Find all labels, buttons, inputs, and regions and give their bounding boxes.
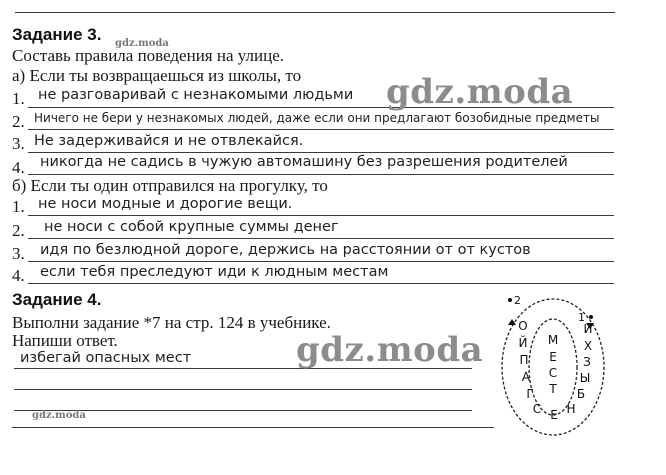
b-item-2-number: 2. [12,221,25,240]
a-item-2-line [28,129,614,130]
arrow-left-up [508,319,516,325]
b-item-1-answer: не носи модные и дорогие вещи. [38,196,293,212]
watermark-big-top: gdz.moda [386,72,574,112]
start-dot-1 [589,315,593,319]
task4-title: Задание 4. [12,290,102,309]
watermark-small-bottom: gdz.moda [32,410,86,421]
watermark-small-top: gdz.moda [115,38,169,49]
a-item-3-number: 3. [12,134,25,153]
puzzle-letter: Ы [579,371,591,385]
b-item-4-number: 4. [12,266,25,285]
puzzle-letter: Н [566,402,576,416]
b-item-2-answer: не носи с собой крупные суммы денег [44,219,339,235]
a-item-1-number: 1. [12,89,25,108]
a-item-4-number: 4. [12,158,25,177]
task4-answer: избегай опасных мест [20,350,192,366]
puzzle-letter: З [583,355,591,369]
task3-title: Задание 3. [12,25,102,44]
puzzle-label-1: 1 [578,311,585,324]
puzzle-letter: Е [549,350,557,364]
puzzle-letter: П [519,353,529,367]
b-item-4-answer: если тебя преследуют иди к людным местам [40,264,389,280]
puzzle-letter: М [547,333,559,347]
watermark-big-middle: gdz.moda [296,330,484,370]
puzzle-letter: О [518,319,528,333]
a-item-1-answer: не разговаривай с незнакомыми людьми [38,87,354,103]
puzzle-letter: Х [583,339,593,353]
a-item-4-answer: никогда не садись в чужую автомашину без разрешения родителей [40,154,568,170]
task4-prompt: Напиши ответ. [12,331,118,350]
a-item-4-line [28,174,614,175]
puzzle-letter: А [521,370,531,384]
b-item-3-line [28,261,614,262]
bottom-rule [12,427,494,428]
puzzle-letter: С [548,366,558,380]
task4-instruction: Выполни задание *7 на стр. 124 в учебнике. [12,313,331,332]
puzzle-letter: Г [526,387,534,401]
start-dot-2 [508,298,512,302]
a-item-2-number: 2. [12,112,25,131]
puzzle-letter: И [583,322,593,336]
a-item-2-answer: Ничего не бери у незнакомых людей, даже если они предлагают бозобидные предметы [34,111,600,125]
b-item-4-line [28,283,614,284]
puzzle-letter: Й [518,336,528,350]
b-item-1-number: 1. [12,197,25,216]
top-rule [15,12,615,13]
puzzle-letter: Е [550,408,558,422]
puzzle-letter: С [532,402,542,416]
a-item-3-answer: Не задерживайся и не отвлекайся. [34,133,304,149]
puzzle-label-2: 2 [514,294,521,307]
b-item-1-line [28,215,614,216]
puzzle-letter: Т [549,382,557,396]
puzzle-letter: Б [576,387,586,401]
b-item-2-line [28,238,614,239]
task3-instruction: Составь правила поведения на улице. [12,46,284,65]
task4-line-2 [14,389,472,390]
task3-part-a-prompt: а) Если ты возвращаешься из школы, то [12,66,302,85]
a-item-3-line [28,152,614,153]
task3-part-b-prompt: б) Если ты один отправился на прогулку, то [12,176,328,195]
b-item-3-number: 3. [12,244,25,263]
b-item-3-answer: идя по безлюдной дороге, держись на расстоянии от от кустов [40,242,531,258]
